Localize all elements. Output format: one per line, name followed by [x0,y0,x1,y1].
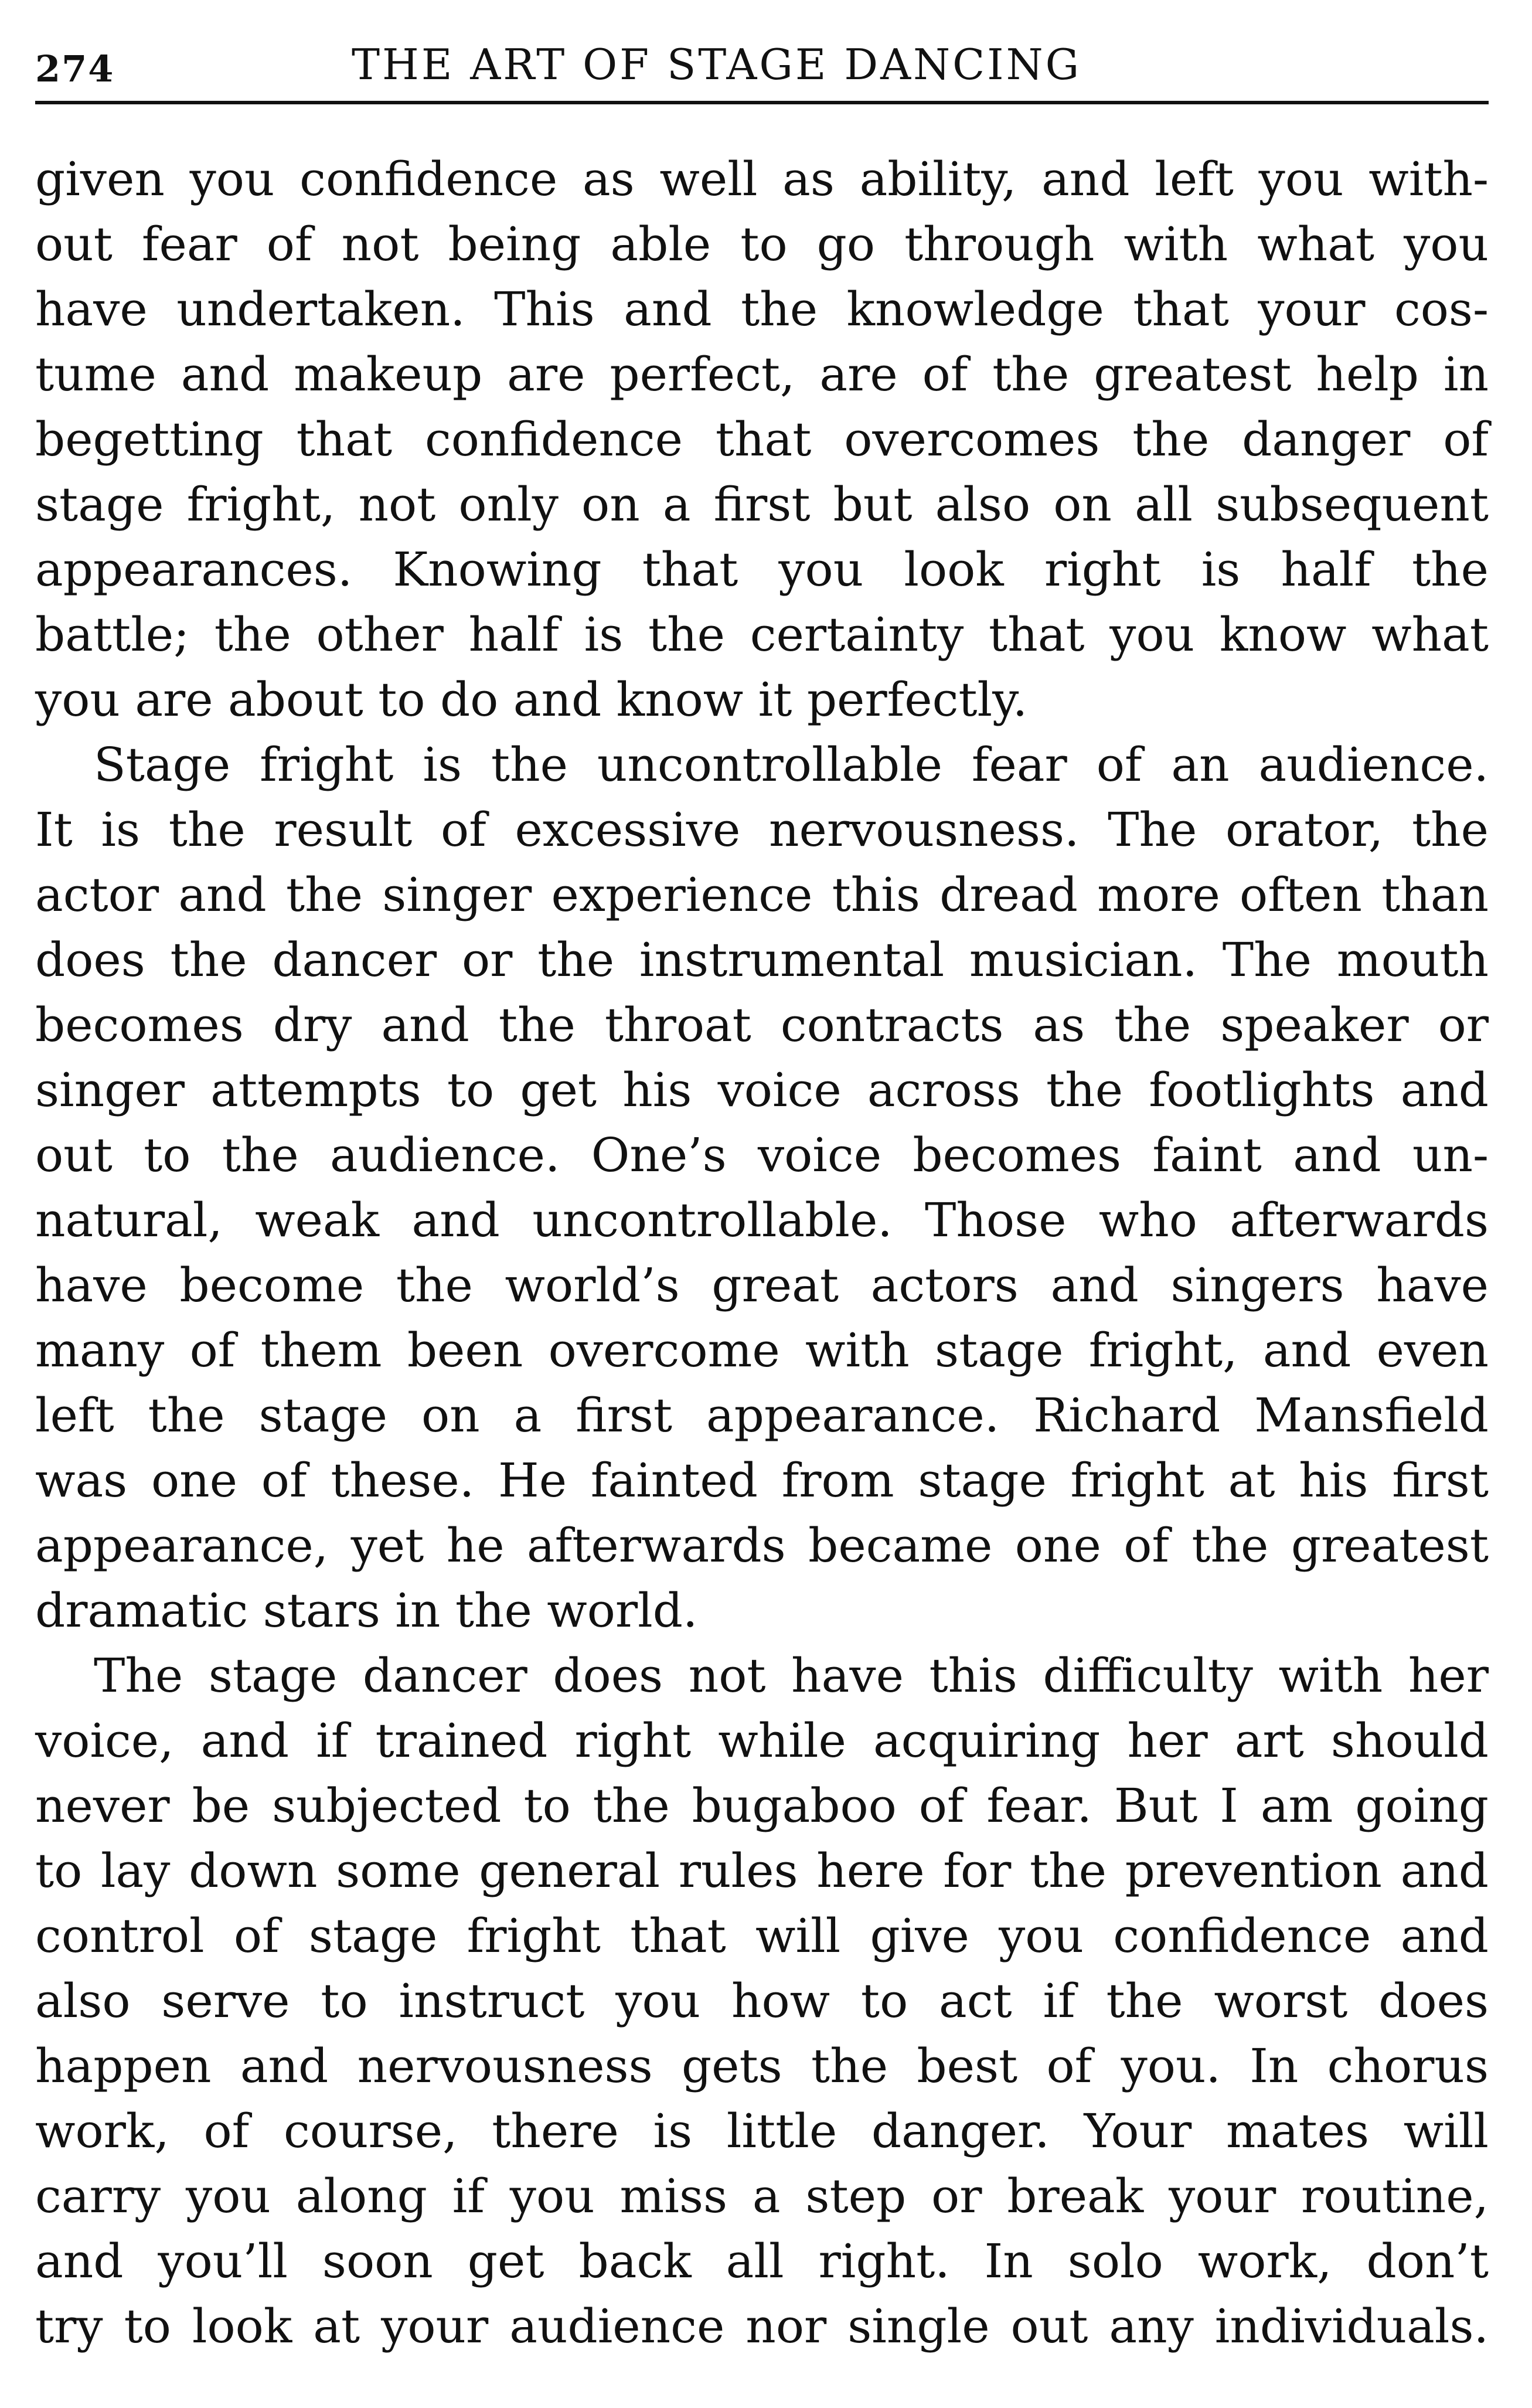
page-number: 274 [35,47,115,90]
paragraph-2 [35,732,1489,1643]
text-line: work, of course, there is little danger. Your mates will [35,2104,1489,2158]
text-line: happen and nervousness gets the best of you. In chorus [35,2039,1489,2093]
text-line: never be subjected to the bugaboo of fear. But I am going [35,1778,1489,1833]
paragraph-1 [35,147,1489,732]
text-line: control of stage fright that will give you confidence and [35,1909,1489,1963]
text-line: natural, weak and uncontrollable. Those who afterwards [35,1193,1489,1247]
text-line: and you’ll soon get back all right. In solo work, don’t [35,2234,1489,2288]
text-line: stage fright, not only on a first but also on all subsequent [35,477,1489,532]
body-text [35,147,1489,2359]
text-line: many of them been overcome with stage fright, and even [35,1323,1489,1378]
paragraph-3 [35,1643,1489,2359]
text-line: The stage dancer does not have this difficulty with her [94,1648,1489,1703]
text-line: It is the result of excessive nervousness. The orator, the [35,802,1489,857]
text-line: you are about to do and know it perfectly. [35,672,1028,727]
text-line: battle; the other half is the certainty that you know what [35,607,1489,662]
text-line: have become the world’s great actors and singers have [35,1258,1489,1312]
text-line: begetting that confidence that overcomes the danger of [35,412,1489,467]
text-line: does the dancer or the instrumental musician. The mouth [35,933,1489,987]
text-line: carry you along if you miss a step or break your routine, [35,2169,1489,2223]
text-line: given you confidence as well as ability, and left you with- [35,152,1489,206]
text-line: also serve to instruct you how to act if the worst does [35,1974,1489,2028]
text-line: Stage fright is the uncontrollable fear of an audience. [94,737,1489,792]
text-line: appearances. Knowing that you look right is half the [35,542,1489,597]
text-line: to lay down some general rules here for the prevention and [35,1844,1489,1898]
text-line: dramatic stars in the world. [35,1583,698,1638]
text-line: have undertaken. This and the knowledge that your cos- [35,282,1489,336]
text-line: singer attempts to get his voice across the footlights and [35,1063,1489,1117]
header-rule [35,101,1489,104]
text-line: out to the audience. One’s voice becomes faint and un- [35,1128,1489,1182]
text-line: voice, and if trained right while acquiring her art should [35,1713,1489,1768]
text-line: appearance, yet he afterwards became one of the greatest [35,1518,1489,1573]
text-line: was one of these. He fainted from stage fright at his first [35,1453,1489,1508]
text-line: actor and the singer experience this dread more often than [35,868,1489,922]
text-line: out fear of not being able to go through with what you [35,217,1489,271]
text-line: try to look at your audience nor single out any individuals. [35,2299,1489,2353]
running-title: THE ART OF STAGE DANCING [352,40,1082,89]
text-line: becomes dry and the throat contracts as the speaker or [35,998,1489,1052]
text-line: tume and makeup are perfect, are of the greatest help in [35,347,1489,402]
running-head [35,23,1489,94]
text-line: left the stage on a first appearance. Richard Mansfield [35,1388,1489,1443]
